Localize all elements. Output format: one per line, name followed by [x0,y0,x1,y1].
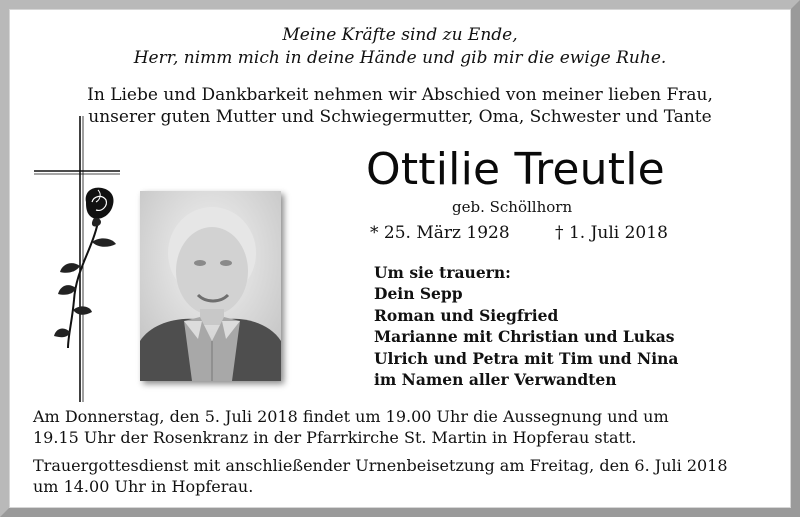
verse [0,24,800,70]
mourners-list [374,262,678,390]
birth-date: * 25. März 1928 [370,223,510,243]
born-name: geb. Schöllhorn [452,198,573,216]
funeral-info-line-2: um 14.00 Uhr in Hopferau. [33,477,254,496]
portrait-photo [140,191,281,381]
mourner-line: Ulrich und Petra mit Tim und Nina [374,348,679,368]
mourner-line: Dein Sepp [374,284,463,304]
verse-line-2: Herr, nimm mich in deine Hände und gib mir die ewige Ruhe. [133,48,667,68]
service-info [33,406,753,448]
cross-with-rose-icon [32,110,122,406]
life-dates [370,222,668,244]
funeral-info [33,455,753,497]
mourner-line: Roman und Siegfried [374,305,559,325]
mourner-line: Marianne mit Christian und Lukas [374,327,675,347]
verse-line-1: Meine Kräfte sind zu Ende, [282,25,518,45]
deceased-name: Ottilie Treutle [366,144,665,195]
intro-line-1: In Liebe und Dankbarkeit nehmen wir Abschied von meiner lieben Frau, [87,85,713,105]
death-date: † 1. Juli 2018 [555,223,668,243]
funeral-info-line-1: Trauergottesdienst mit anschließender Urnenbeisetzung am Freitag, den 6. Juli 2018 [33,456,728,475]
intro-line-2: unserer guten Mutter und Schwiegermutter, Oma, Schwester und Tante [88,107,712,127]
service-info-line-2: 19.15 Uhr der Rosenkranz in der Pfarrkirche St. Martin in Hopferau statt. [33,428,637,447]
mourners-heading: Um sie trauern: [374,263,511,282]
service-info-line-1: Am Donnerstag, den 5. Juli 2018 findet um 19.00 Uhr die Aussegnung und um [33,407,669,426]
mourner-line: im Namen aller Verwandten [374,370,617,390]
